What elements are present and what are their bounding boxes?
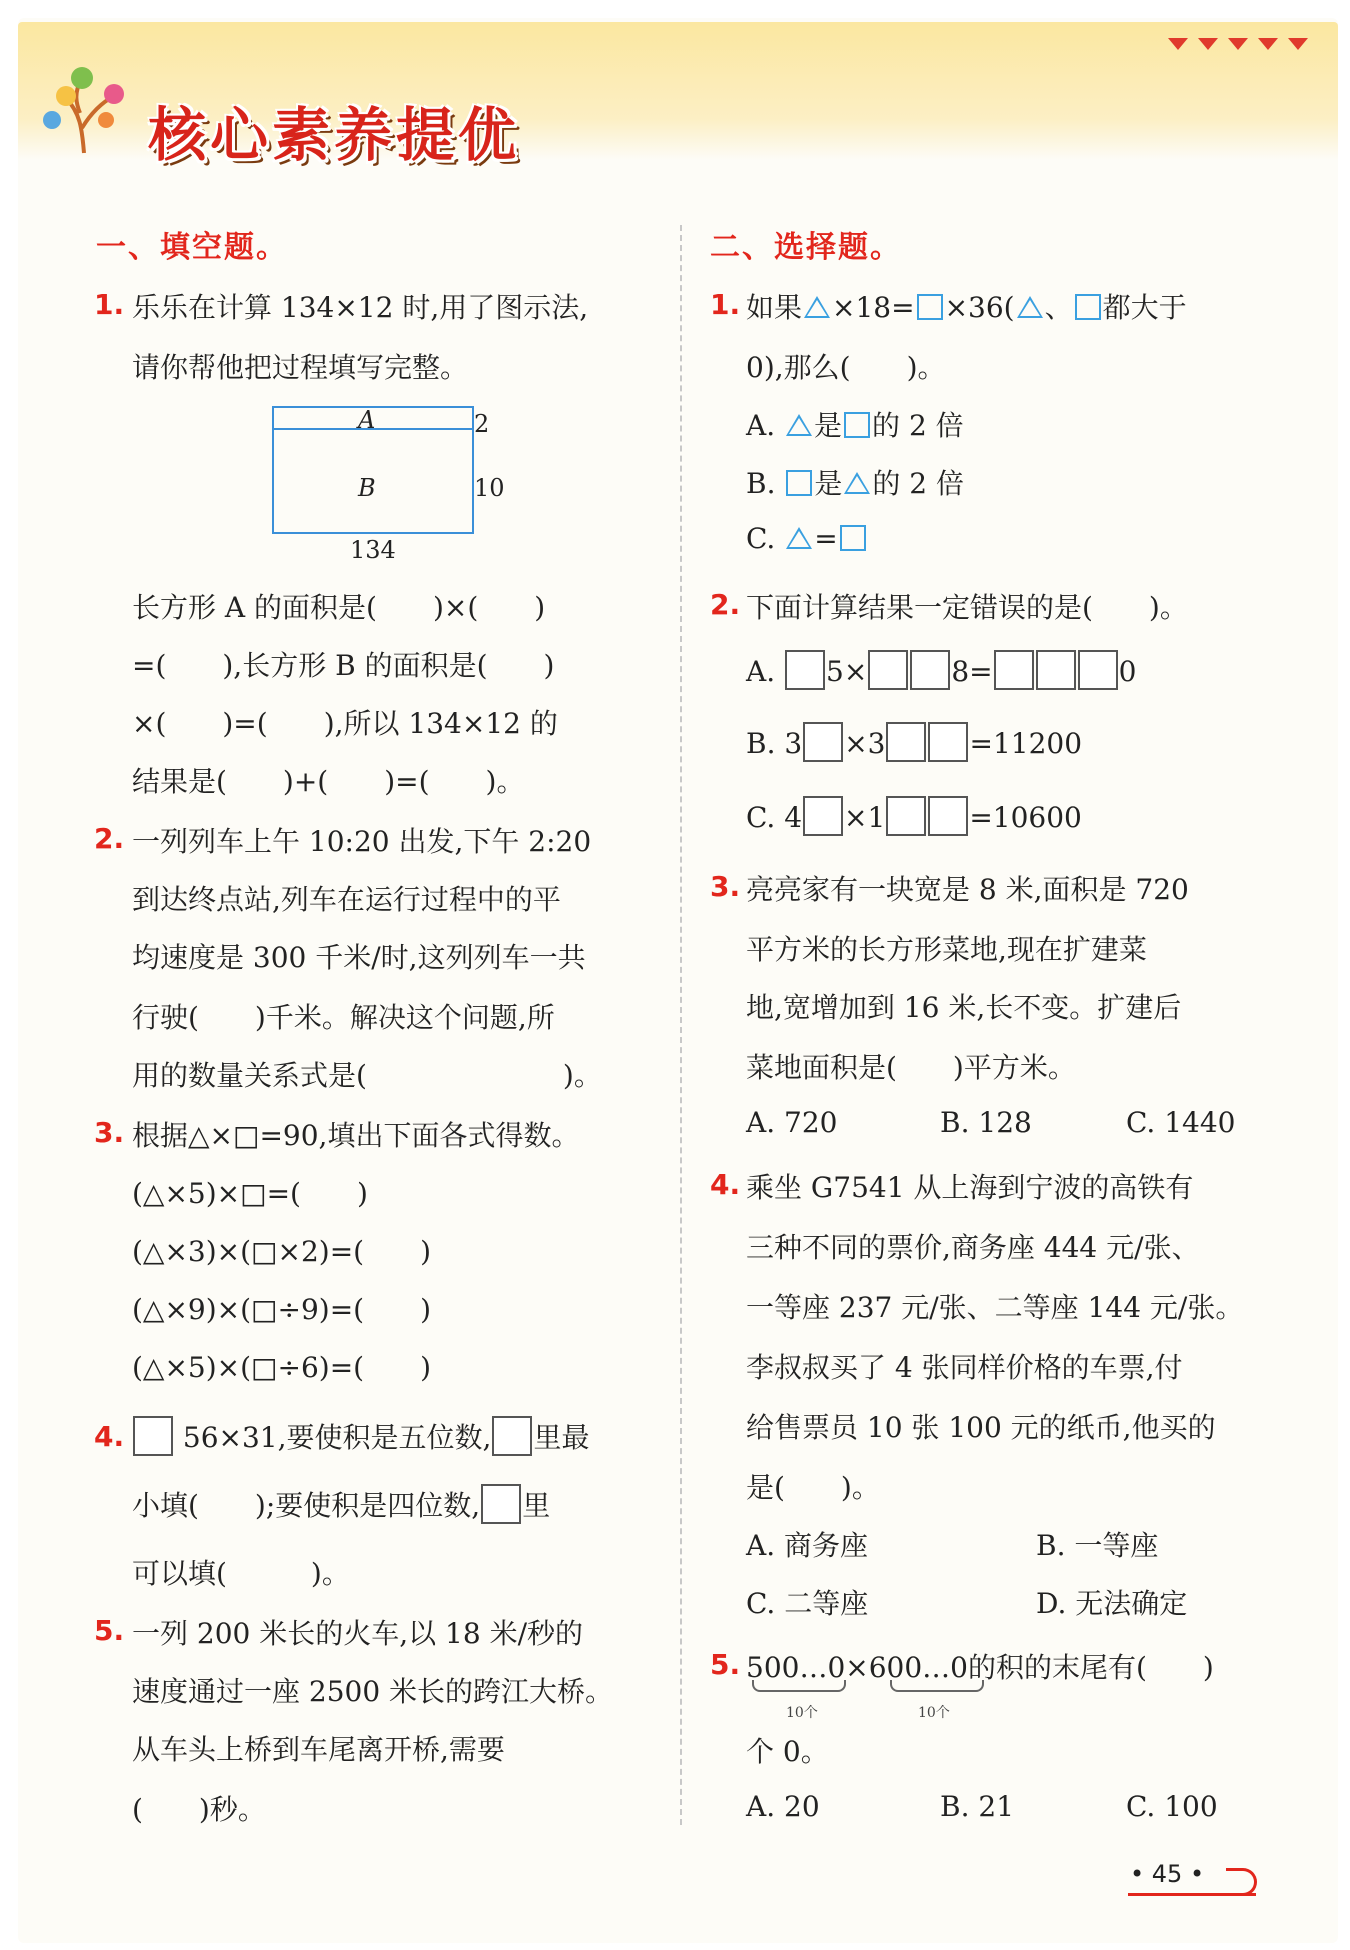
question-number: 4. (94, 1420, 125, 1453)
question-text: 三种不同的票价,商务座 444 元/张、 (746, 1231, 1200, 1264)
question-text: 乘坐 G7541 从上海到宁波的高铁有 (746, 1171, 1194, 1204)
question-text: 均速度是 300 千米/时,这列列车一共 (132, 941, 586, 974)
option-d[interactable]: D. 无法确定 (1036, 1587, 1188, 1620)
question-text-part: 如果 (746, 291, 803, 324)
page-title: 核心素养提优 (148, 101, 521, 169)
square-icon (1075, 294, 1101, 320)
option-c[interactable]: C. 二等座 (746, 1587, 869, 1620)
answer-line[interactable]: =( ),长方形 B 的面积是( ) (132, 649, 555, 682)
square-icon (786, 470, 812, 496)
option-b[interactable] (746, 462, 964, 502)
option-label: A. (746, 409, 776, 442)
question-number: 3. (94, 1116, 125, 1149)
option-text: 8= (951, 655, 993, 688)
underbrace (752, 1680, 846, 1692)
option-a[interactable] (746, 650, 1136, 690)
answer-line[interactable]: 用的数量关系式是( )。 (132, 1059, 602, 1092)
answer-line[interactable]: 行驶( )千米。解决这个问题,所 (132, 1001, 555, 1034)
option-c[interactable] (746, 796, 1082, 836)
decorative-chevrons (1168, 38, 1308, 50)
question-text: 一列列车上午 10:20 出发,下午 2:20 (132, 825, 592, 858)
brace-note: 10个 (786, 1705, 818, 1721)
option-a[interactable] (746, 404, 964, 444)
diagram-label-b: B (358, 474, 376, 502)
section-title-choice: 二、选择题。 (710, 230, 902, 265)
answer-line[interactable]: 是( )。 (746, 1471, 880, 1504)
blank-box[interactable] (803, 796, 843, 836)
underbrace (890, 1680, 984, 1692)
option-text: =10600 (969, 801, 1082, 834)
question-text-part: ×36( (944, 291, 1015, 324)
blank-box[interactable] (994, 650, 1034, 690)
triangle-icon (804, 296, 830, 318)
option-text: 是 (814, 467, 843, 500)
answer-line[interactable]: 长方形 A 的面积是( )×( ) (132, 591, 546, 624)
question-text: 到达终点站,列车在运行过程中的平 (132, 883, 561, 916)
option-text: = (814, 522, 838, 555)
answer-line[interactable] (132, 1484, 550, 1524)
question-text: 给售票员 10 张 100 元的纸币,他买的 (746, 1411, 1216, 1444)
option-text: ×1 (844, 801, 886, 834)
answer-line[interactable]: 菜地面积是( )平方米。 (746, 1051, 1076, 1084)
option-text: 0 (1118, 655, 1137, 688)
question-text: 个 0。 (746, 1735, 829, 1768)
question-number: 1. (710, 288, 741, 321)
chevron-icon (1168, 38, 1188, 50)
chevron-icon (1258, 38, 1278, 50)
brace-note: 10个 (918, 1705, 950, 1721)
question-text-part: 小填( );要使积是四位数, (132, 1489, 481, 1522)
diagram-height-a: 2 (474, 410, 490, 438)
answer-line[interactable]: (△×9)×(□÷9)=( ) (132, 1293, 432, 1326)
diagram-width: 134 (350, 536, 396, 564)
question-text[interactable]: 500…0×600…0的积的末尾有( ) (746, 1651, 1214, 1684)
diagram-height-b: 10 (474, 474, 505, 502)
question-text: 一列 200 米长的火车,以 18 米/秒的 (132, 1617, 584, 1650)
answer-line[interactable]: (△×3)×(□×2)=( ) (132, 1235, 432, 1268)
question-text: 亮亮家有一块宽是 8 米,面积是 720 (746, 873, 1189, 906)
option-text: 5× (826, 655, 868, 688)
option-c[interactable]: C. 100 (1126, 1790, 1218, 1823)
option-label: C. 4 (746, 801, 803, 834)
question-text-part: 里 (522, 1489, 551, 1522)
square-icon (917, 294, 943, 320)
blank-box[interactable] (886, 796, 926, 836)
blank-box[interactable] (910, 650, 950, 690)
question-text: 下面计算结果一定错误的是( )。 (746, 591, 1188, 624)
blank-box[interactable] (785, 650, 825, 690)
question-text: 从车头上桥到车尾离开桥,需要 (132, 1733, 505, 1766)
option-b[interactable]: B. 一等座 (1036, 1529, 1159, 1562)
question-text: 0),那么( )。 (746, 351, 946, 384)
square-icon (840, 525, 866, 551)
blank-box[interactable] (803, 722, 843, 762)
option-label: C. (746, 522, 776, 555)
chevron-icon (1228, 38, 1248, 50)
chevron-icon (1198, 38, 1218, 50)
question-text-part: 里最 (533, 1421, 590, 1454)
triangle-icon (786, 527, 812, 549)
question-number: 3. (710, 870, 741, 903)
option-c[interactable]: C. 1440 (1126, 1106, 1236, 1139)
question-number: 4. (710, 1168, 741, 1201)
square-icon (844, 412, 870, 438)
question-text (746, 286, 1187, 326)
question-text: 请你帮他把过程填写完整。 (132, 351, 469, 384)
option-b[interactable] (746, 722, 1082, 762)
triangle-icon (786, 414, 812, 436)
answer-line[interactable]: 可以填( )。 (132, 1557, 350, 1590)
answer-line[interactable]: 结果是( )+( )=( )。 (132, 765, 525, 798)
option-text: 的 2 倍 (872, 409, 964, 442)
column-divider (680, 225, 682, 1825)
question-text-part: 、 (1044, 291, 1073, 324)
question-text-part: 都大于 (1102, 291, 1187, 324)
page-curl-icon (1226, 1868, 1257, 1896)
question-text (132, 1416, 589, 1456)
blank-box[interactable] (886, 722, 926, 762)
question-number: 5. (710, 1648, 741, 1681)
question-text: 李叔叔买了 4 张同样价格的车票,付 (746, 1351, 1183, 1384)
blank-box[interactable] (133, 1416, 173, 1456)
section-title-fill-blank: 一、填空题。 (96, 230, 288, 265)
option-text: =11200 (969, 727, 1083, 760)
question-text: 平方米的长方形菜地,现在扩建菜 (746, 933, 1147, 966)
chevron-icon (1288, 38, 1308, 50)
question-text: 乐乐在计算 134×12 时,用了图示法, (132, 291, 589, 324)
question-text: 根据△×□=90,填出下面各式得数。 (132, 1119, 580, 1152)
question-number: 2. (710, 588, 741, 621)
question-number: 2. (94, 822, 125, 855)
triangle-icon (844, 472, 870, 494)
option-text: 的 2 倍 (872, 467, 965, 500)
blank-box[interactable] (492, 1416, 532, 1456)
option-label: A. (746, 655, 776, 688)
knowledge-tree-icon (36, 58, 136, 158)
option-a[interactable]: A. 20 (746, 1790, 820, 1823)
option-a[interactable]: A. 720 (746, 1106, 838, 1139)
option-label: B. 3 (746, 727, 803, 760)
blank-box[interactable] (868, 650, 908, 690)
option-text: ×3 (844, 727, 886, 760)
answer-line[interactable]: (△×5)×□=( ) (132, 1177, 368, 1210)
question-number: 1. (94, 288, 125, 321)
question-text: 地,宽增加到 16 米,长不变。扩建后 (746, 991, 1182, 1024)
question-text: 速度通过一座 2500 米长的跨江大桥。 (132, 1675, 614, 1708)
blank-box[interactable] (1036, 650, 1076, 690)
answer-line[interactable]: (△×5)×(□÷6)=( ) (132, 1351, 432, 1384)
option-b[interactable]: B. 128 (940, 1106, 1032, 1139)
answer-line[interactable]: ×( )=( ),所以 134×12 的 (132, 707, 558, 740)
blank-box[interactable] (1078, 650, 1118, 690)
answer-line[interactable]: ( )秒。 (132, 1793, 266, 1826)
triangle-icon (1017, 296, 1043, 318)
page-number: • 45 • (1130, 1860, 1205, 1888)
question-text-part: 56×31,要使积是五位数, (182, 1421, 492, 1454)
blank-box[interactable] (481, 1484, 521, 1524)
question-text: 一等座 237 元/张、二等座 144 元/张。 (746, 1291, 1244, 1324)
option-b[interactable]: B. 21 (940, 1790, 1015, 1823)
option-label: B. (746, 467, 776, 500)
diagram-label-a: A (358, 406, 376, 434)
option-c[interactable] (746, 522, 868, 555)
blank-box[interactable] (928, 722, 968, 762)
question-text-part: ×18= (832, 291, 915, 324)
option-text: 是 (814, 409, 843, 442)
option-a[interactable]: A. 商务座 (746, 1529, 869, 1562)
question-number: 5. (94, 1614, 125, 1647)
blank-box[interactable] (928, 796, 968, 836)
